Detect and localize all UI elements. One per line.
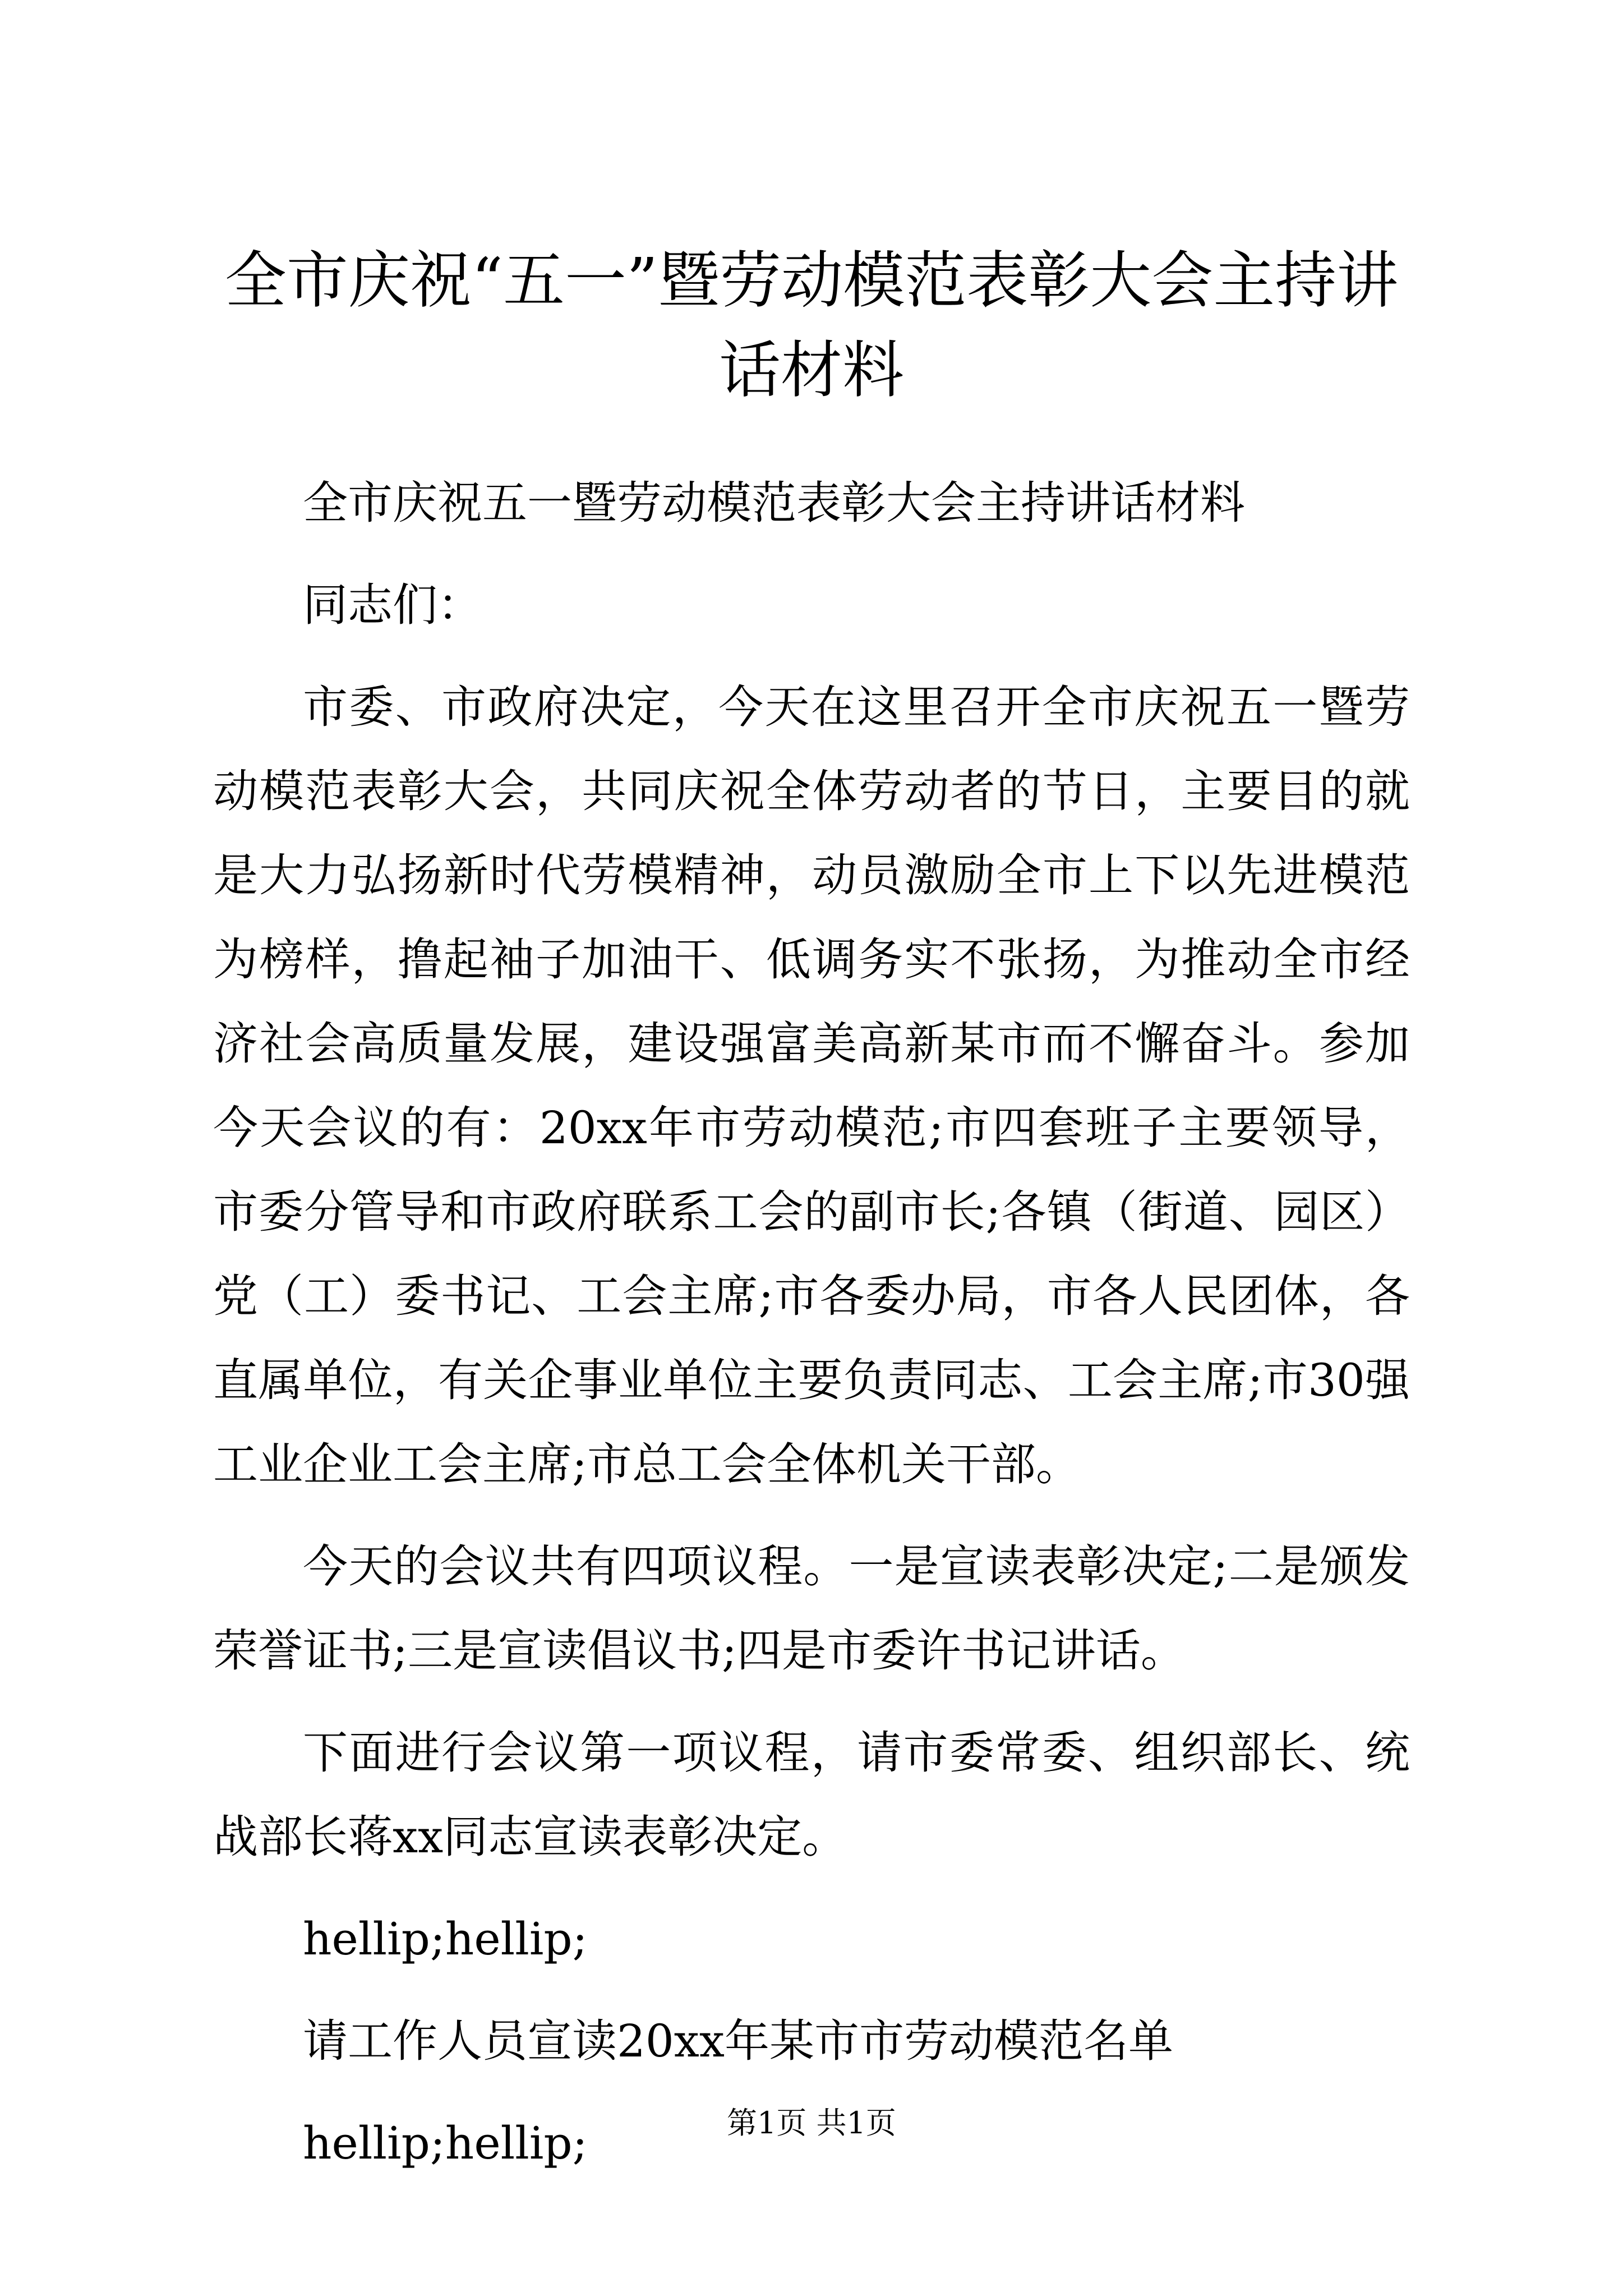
paragraph-ellipsis: hellip;hellip; [303, 2117, 588, 2169]
paragraph-agenda: 今天的会议共有四项议程。一是宣读表彰决定;二是颁发荣誉证书;三是宣读倡议书;四是市委许书记讲话。 [213, 1540, 1410, 1677]
paragraph-salutation: 同志们： [303, 579, 482, 631]
document-title: 全市庆祝“五一”暨劳动模范表彰大会主持讲话材料 [224, 245, 1399, 406]
paragraph-subtitle: 全市庆祝五一暨劳动模范表彰大会主持讲话材料 [303, 477, 1245, 529]
paragraph-first-item: 下面进行会议第一项议程，请市委常委、组织部长、统战部长蒋xx同志宣读表彰决定。 [213, 1727, 1410, 1863]
page-number-footer: 第1页 共1页 [727, 2105, 896, 2141]
paragraph-name-list: 请工作人员宣读20xx年某市市劳动模范名单 [303, 2015, 1174, 2067]
paragraph-opening: 市委、市政府决定，今天在这里召开全市庆祝五一暨劳动模范表彰大会，共同庆祝全体劳动者的节日，主要目的就是大力弘扬新时代劳模精神，动员激励全市上下以先进模范为榜样，撸起袖子加油干、低调务实不张扬，为推动全市经济社会高质量发展，建设强富美高新某市而不懈奋斗。参加今天会议的有：20xx年市劳动模范;市四套班子主要领导，市委分管导和市政府联系工会的副市长;各镇（街道、园区）党（工）委书记、工会主席;市各委办局，市各人民团体，各直属单位，有关企事业单位主要负责同志、工会主席;市30强工业企业工会主席;市总工会全体机关干部。 [213, 681, 1410, 1490]
document-body [213, 461, 1410, 2203]
paragraph-ellipsis: hellip;hellip; [303, 1913, 588, 1965]
